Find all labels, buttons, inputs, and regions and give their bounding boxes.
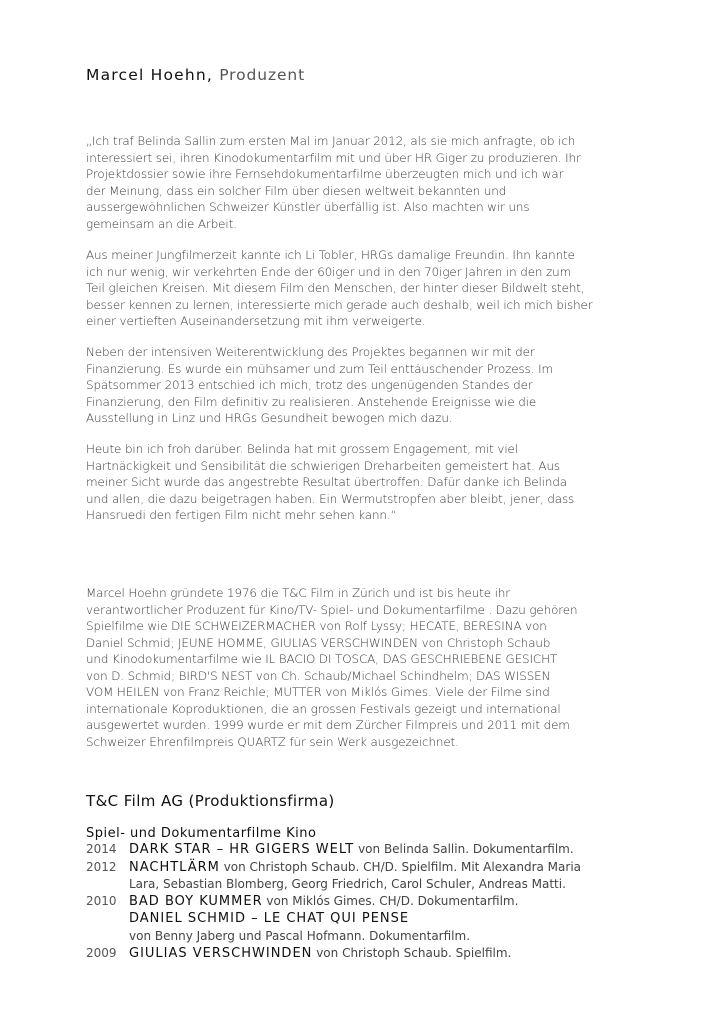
filmography-list <box>86 841 646 962</box>
paragraph-line: ich nur wenig, wir verkehrten Ende der 60iger und in den 70iger Jahren in den zum <box>86 264 572 279</box>
biography-line: Schweizer Ehrenfilmpreis QUARTZ für sein Werk ausgezeichnet. <box>86 734 459 749</box>
statement-paragraph-1 <box>86 133 646 232</box>
paragraph-line: besser kennen zu lernen, interessierte mich gerade auch deshalb, weil ich mich bisher <box>86 297 593 312</box>
film-description: von Benny Jaberg und Pascal Hofmann. Dokumentarfilm. <box>129 928 471 943</box>
paragraph-line: einer vertieften Auseinandersetzung mit ihm verweigerte. <box>86 314 426 328</box>
statement-paragraph-3 <box>86 344 646 427</box>
paragraph-line: und allen, die dazu beigetragen haben. Ein Wermutstropfen aber bleibt, jener, dass <box>86 491 575 506</box>
paragraph-line: „Ich traf Belinda Sallin zum ersten Mal im Januar 2012, als sie mich anfragte, ob ich <box>86 134 576 148</box>
statement-paragraph-2 <box>86 247 646 330</box>
film-title: BAD BOY KUMMER <box>129 893 263 909</box>
film-line <box>129 876 646 893</box>
film-title: DARK STAR – HR GIGERS WELT <box>129 842 355 857</box>
film-entry <box>86 859 646 893</box>
film-entry <box>86 841 646 859</box>
biography-line: Marcel Hoehn gründete 1976 die T&C Film in Zürich und ist bis heute ihr <box>86 586 511 600</box>
film-title: NACHTLÄRM <box>129 859 220 875</box>
film-description: von Christoph Schaub. Spielfilm. <box>312 945 512 960</box>
paragraph-line: interessiert sei, ihren Kinodokumentarfilm mit und über HR Giger zu produzieren. Ihr <box>86 150 581 165</box>
biography-line: ausgewertet wurden. 1999 wurde er mit dem Zürcher Filmpreis und 2011 mit dem <box>86 718 570 732</box>
company-title: T&C Film AG (Produktionsfirma) <box>86 792 335 810</box>
film-description: von Christoph Schaub. CH/D. Spielfilm. Mit Alexandra Maria <box>219 859 582 874</box>
filmography-subtitle: Spiel- und Dokumentarfilme Kino <box>86 826 317 841</box>
film-description: von Miklós Gimes. CH/D. Dokumentarfilm. <box>262 893 519 908</box>
paragraph-line: Aus meiner Jungfilmerzeit kannte ich Li Tobler, HRGs damalige Freundin. Ihn kannte <box>86 248 575 262</box>
paragraph-line: Hartnäckigkeit und Sensibilität die schwierigen Dreharbeiten gemeistert hat. Aus <box>86 458 560 473</box>
film-title: DANIEL SCHMID – LE CHAT QUI PENSE <box>129 911 410 927</box>
biography-line: VOM HEILEN von Franz Reichle; MUTTER von Miklós Gimes. Viele der Filme sind <box>86 685 550 699</box>
paragraph-line: Neben der intensiven Weiterentwicklung des Projektes begannen wir mit der <box>86 345 535 359</box>
biography-line: Daniel Schmid; JEUNE HOMME, GIULIAS VERSCHWINDEN von Christoph Schaub <box>86 635 551 650</box>
film-line <box>129 841 646 859</box>
film-line <box>129 945 646 963</box>
producer-biography <box>86 585 646 750</box>
paragraph-line: meiner Sicht wurde das angestrebte Resultat übertroffen. Dafür danke ich Belinda <box>86 475 567 489</box>
biography-line: internationale Koproduktionen, die an grossen Festivals gezeigt und international <box>86 701 561 716</box>
film-entry <box>86 893 646 945</box>
producer-name: Marcel Hoehn, <box>86 66 214 84</box>
film-line <box>129 910 646 928</box>
paragraph-line: Finanzierung. Es wurde ein mühsamer und zum Teil enttäuschender Prozess. Im <box>86 361 553 376</box>
paragraph-line: aussergewöhnlichen Schweizer Künstler überfällig ist. Also machten wir uns <box>86 200 530 214</box>
biography-line: und Kinodokumentarfilme wie IL BACIO DI TOSCA, DAS GESCHRIEBENE GESICHT <box>86 652 558 666</box>
paragraph-line: Teil gleichen Kreisen. Mit diesem Film den Menschen, der hinter dieser Bildwelt steht, <box>86 281 585 295</box>
film-line <box>129 928 646 945</box>
film-year: 2009 <box>86 945 117 960</box>
film-description: von Belinda Sallin. Dokumentarfilm. <box>354 842 574 856</box>
film-line <box>129 893 646 911</box>
statement-paragraph-4 <box>86 441 646 524</box>
paragraph-line: gemeinsam an die Arbeit. <box>86 216 237 231</box>
film-year: 2010 <box>86 893 117 908</box>
paragraph-line: der Meinung, dass ein solcher Film über diesen weltweit bekannten und <box>86 183 507 198</box>
film-line <box>129 859 646 877</box>
paragraph-line: Projektdossier sowie ihre Fernsehdokumentarfilme überzeugten mich und ich war <box>86 167 564 181</box>
paragraph-line: Heute bin ich froh darüber. Belinda hat mit grossem Engagement, mit viel <box>86 442 518 456</box>
film-year: 2014 <box>86 842 117 856</box>
film-entry <box>86 945 646 963</box>
film-title: GIULIAS VERSCHWINDEN <box>129 945 313 961</box>
paragraph-line: Finanzierung, den Film definitiv zu realisieren. Anstehende Ereignisse wie die <box>86 394 537 409</box>
producer-role: Produzent <box>219 66 306 84</box>
film-year: 2012 <box>86 859 117 874</box>
paragraph-line: Hansruedi den fertigen Film nicht mehr sehen kann.“ <box>86 508 397 522</box>
paragraph-line: Ausstellung in Linz und HRGs Gesundheit bewogen mich dazu. <box>86 411 453 425</box>
biography-line: verantwortlicher Produzent für Kino/TV- Spiel- und Dokumentarfilme . Dazu gehören <box>86 602 578 617</box>
paragraph-line: Spätsommer 2013 entschied ich mich, trotz des ungenügenden Standes der <box>86 378 533 392</box>
biography-line: von D. Schmid; BIRD'S NEST von Ch. Schaub/Michael Schindhelm; DAS WISSEN <box>86 668 551 683</box>
page-heading <box>86 66 305 84</box>
biography-line: Spielfilme wie DIE SCHWEIZERMACHER von Rolf Lyssy; HECATE, BERESINA von <box>86 619 547 633</box>
film-description: Lara, Sebastian Blomberg, Georg Friedrich, Carol Schuler, Andreas Matti. <box>129 877 566 892</box>
